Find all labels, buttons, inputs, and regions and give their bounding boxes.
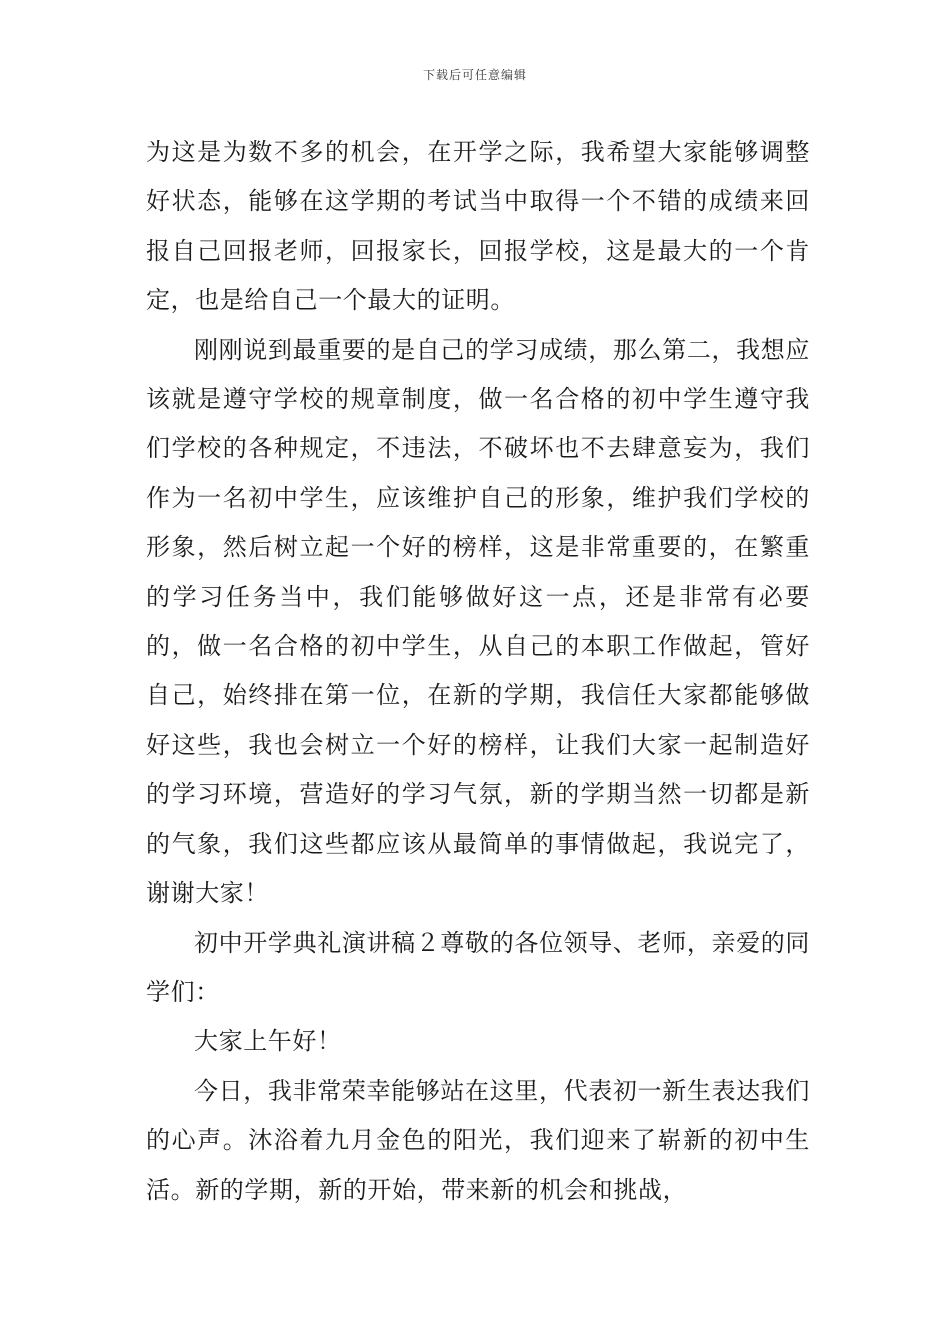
page-header: 下载后可任意编辑 bbox=[422, 68, 527, 82]
paragraph-1: 为这是为数不多的机会，在开学之际，我希望大家能够调整好状态，能够在这学期的考试当中取得一个不错的成绩来回报自己回报老师，回报家长，回报学校，这是最大的一个肯定，也是给自己一个最大的证明。 bbox=[146, 138, 810, 315]
paragraph-2: 刚刚说到最重要的是自己的学习成绩，那么第二，我想应该就是遵守学校的规章制度，做一名合格的初中学生遵守我们学校的各种规定，不违法，不破坏也不去肆意妄为，我们作为一名初中学生，应该维护自己的形象，维护我们学校的形象，然后树立起一个好的榜样，这是非常重要的，在繁重的学习任务当中，我们能够做好这一点，还是非常有必要的，做一名合格的初中学生，从自己的本职工作做起，管好自己，始终排在第一位，在新的学期，我信任大家都能够做好这些，我也会树立一个好的榜样，让我们大家一起制造好的学习环境，营造好的学习气氛，新的学期当然一切都是新的气象，我们这些都应该从最简单的事情做起，我说完了，谢谢大家！ bbox=[146, 335, 810, 908]
document-body bbox=[146, 128, 810, 1215]
paragraph-5: 今日，我非常荣幸能够站在这里，代表初一新生表达我们的心声。沐浴着九月金色的阳光，我们迎来了崭新的初中生活。新的学期，新的开始，带来新的机会和挑战， bbox=[146, 1076, 810, 1204]
paragraph-3: 初中开学典礼演讲稿２尊敬的各位领导、老师，亲爱的同学们： bbox=[146, 928, 810, 1006]
paragraph-4: 大家上午好！ bbox=[194, 1027, 342, 1056]
